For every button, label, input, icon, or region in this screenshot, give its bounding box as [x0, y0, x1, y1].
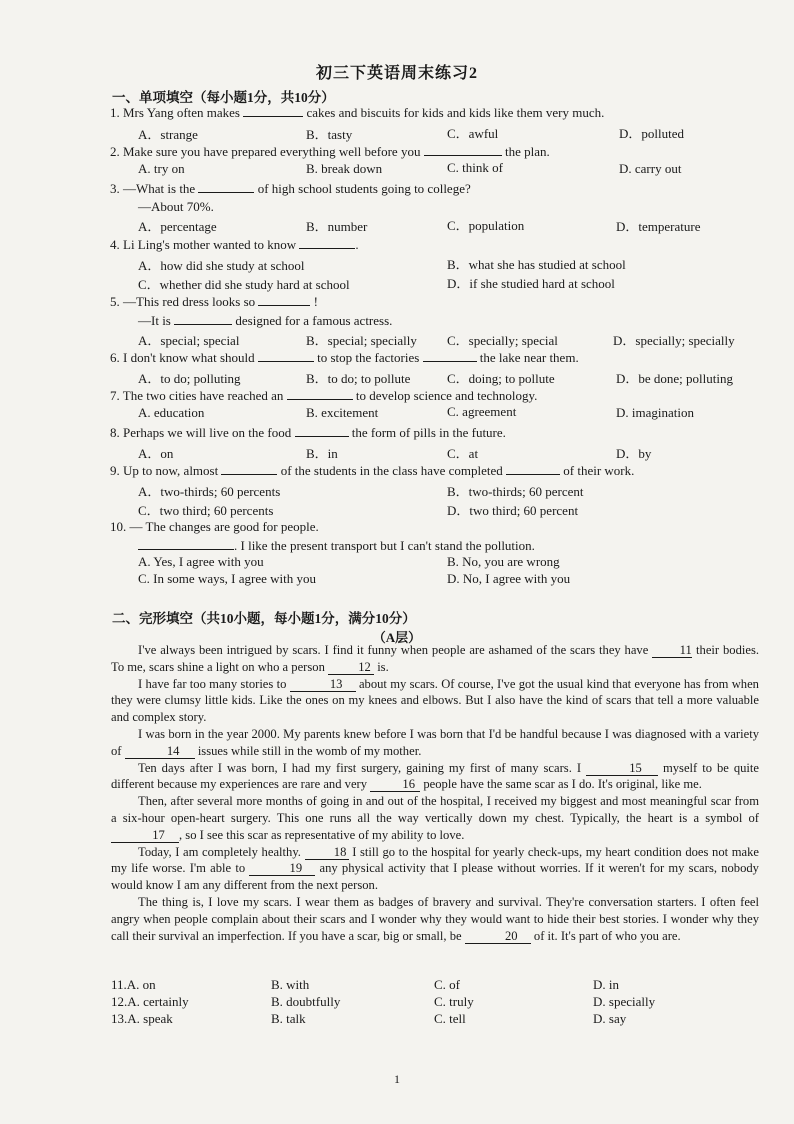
cloze-passage [111, 642, 759, 944]
question-text: Li Ling's mother wanted to know [123, 237, 297, 252]
question-text: —It is [138, 313, 171, 328]
option-d[interactable]: D．specially; specially [613, 333, 735, 348]
question-number: 7. [110, 388, 120, 403]
question-text: . I like the present transport but I can't stand the pollution. [234, 538, 535, 553]
cloze-q12-option-b[interactable]: B. doubtfully [271, 994, 341, 1009]
option-b[interactable]: B．tasty [306, 127, 353, 142]
question-number: 5. [110, 294, 120, 309]
question-text: of high school students going to college? [257, 181, 471, 196]
option-a[interactable]: A．on [138, 446, 174, 461]
cloze-blank-16[interactable]: 16 [370, 778, 420, 792]
option-d[interactable]: D．temperature [616, 219, 701, 234]
option-b[interactable]: B. break down [306, 161, 383, 176]
question-5-reply [138, 312, 392, 329]
answer-blank[interactable] [299, 236, 355, 249]
question-text: the plan. [504, 144, 550, 159]
cloze-blank-15[interactable]: 15 [586, 762, 658, 776]
question-9 [110, 462, 634, 479]
cloze-q11-option-d[interactable]: D. in [593, 977, 619, 992]
cloze-q12-option-d[interactable]: D. specially [593, 994, 656, 1009]
option-a[interactable]: A．two-thirds; 60 percents [138, 484, 281, 499]
option-a[interactable]: A．to do; polluting [138, 371, 241, 386]
question-number: 1. [110, 105, 120, 120]
option-c[interactable]: C．at [447, 446, 479, 461]
answer-blank[interactable] [221, 462, 277, 475]
question-number: 9. [110, 463, 120, 478]
cloze-blank-17[interactable]: 17 [111, 829, 179, 843]
answer-blank[interactable] [506, 462, 560, 475]
passage-paragraph: I've always been intrigued by scars. I find it funny when people are ashamed of the scars they have 11 their bodies. To me, scars shine a light on who a person 12 is. [111, 643, 759, 674]
option-a[interactable]: A. education [138, 405, 205, 420]
question-text: —What is the [123, 181, 196, 196]
question-6 [110, 349, 579, 366]
question-text: to develop science and technology. [355, 388, 538, 403]
question-number: 8. [110, 425, 120, 440]
page-number: 1 [394, 1072, 400, 1086]
question-text: — The changes are good for people. [129, 519, 319, 534]
question-text: designed for a famous actress. [235, 313, 393, 328]
answer-blank[interactable] [198, 180, 254, 193]
passage-paragraph: The thing is, I love my scars. I wear them as badges of bravery and survival. They're conversation starters. I often feel angry when people complain about their scars and I wonder why they would want to hide their best stories. I wonder why they call their survival an imperfection. If you have a scar, big or small, be 20 of it. It's part of who you are. [111, 894, 759, 943]
page-title: 初三下英语周末练习2 [315, 65, 478, 82]
question-text: Mrs Yang often makes [123, 105, 240, 120]
option-c[interactable]: C．specially; special [447, 333, 558, 348]
question-text: —This red dress looks so [123, 294, 256, 309]
answer-blank[interactable] [295, 424, 349, 437]
answer-blank[interactable] [174, 312, 232, 325]
question-1 [110, 104, 604, 121]
option-b[interactable]: B．two-thirds; 60 percent [447, 484, 584, 499]
cloze-q11-option-a[interactable]: 11.A. on [111, 977, 156, 992]
option-b[interactable]: B．what she has studied at school [447, 257, 626, 272]
option-d[interactable]: D. imagination [616, 405, 694, 420]
option-d[interactable]: D．if she studied hard at school [447, 276, 615, 291]
question-text: The two cities have reached an [122, 388, 284, 403]
cloze-q12-option-a[interactable]: 12.A. certainly [111, 994, 189, 1009]
section-2-heading: 二、完形填空（共10小题，每小题1分，满分10分） [112, 611, 416, 626]
cloze-q11-option-c[interactable]: C. of [434, 977, 460, 992]
question-number: 2. [110, 144, 120, 159]
question-text: Make sure you have prepared everything well before you [123, 144, 421, 159]
question-text: of the students in the class have completed [280, 463, 503, 478]
cloze-blank-20[interactable]: 20 [465, 930, 531, 944]
cloze-q13-option-a[interactable]: 13.A. speak [111, 1011, 173, 1026]
option-d[interactable]: D．be done; polluting [616, 371, 733, 386]
question-10 [110, 519, 319, 535]
option-d[interactable]: D．polluted [619, 126, 684, 141]
cloze-q12-option-c[interactable]: C. truly [434, 994, 474, 1009]
option-a[interactable]: A．special; special [138, 333, 240, 348]
answer-blank[interactable] [287, 387, 353, 400]
question-text: the form of pills in the future. [351, 425, 506, 440]
passage-paragraph: I have far too many stories to 13 about my scars. Of course, I've got the usual kind that everyone has from when they were clumsy little kids. Like the ones on my knees and elbows. But I also have the kind of scars that tell a more valuable and complex story. [111, 676, 759, 725]
answer-blank[interactable] [258, 293, 310, 306]
answer-blank[interactable] [424, 143, 502, 156]
question-3-reply: —About 70%. [138, 199, 214, 214]
option-b[interactable]: B. excitement [306, 405, 379, 420]
cloze-q13-option-b[interactable]: B. talk [271, 1011, 306, 1026]
option-a[interactable]: A．how did she study at school [138, 258, 305, 273]
option-a[interactable]: A. Yes, I agree with you [138, 554, 264, 569]
passage-paragraph: Ten days after I was born, I had my first surgery, gaining my first of many scars. I 15 myself to be quite different because my experiences are rare and very 16 people have the same scar as I do. It's original, like me. [111, 760, 760, 792]
question-text: of their work. [563, 463, 635, 478]
option-d[interactable]: D. No, I agree with you [447, 571, 571, 586]
option-c[interactable]: C．two third; 60 percents [138, 503, 274, 518]
option-c[interactable]: C. In some ways, I agree with you [138, 571, 316, 586]
passage-paragraph: Today, I am completely healthy. 18 I still go to the hospital for yearly check-ups, my heart condition does not make my life worse. I'm able to 19 any physical activity that I please without worries. If it weren't for my scars, nobody would know I am any different from the next person. [111, 844, 759, 893]
option-b[interactable]: B．special; specially [306, 333, 417, 348]
question-text: Up to now, almost [123, 463, 219, 478]
cloze-q11-option-b[interactable]: B. with [271, 977, 310, 992]
passage-paragraph: I was born in the year 2000. My parents knew before I was born that I'd be handful because I was diagnosed with a variety of 14 issues while still in the womb of my mother. [111, 726, 759, 758]
option-d[interactable]: D. carry out [619, 161, 682, 176]
question-number: 4. [110, 237, 120, 252]
answer-blank[interactable] [258, 349, 314, 362]
option-c[interactable]: C. think of [447, 160, 503, 175]
question-text: to stop the factories [317, 350, 420, 365]
option-a[interactable]: A. try on [138, 161, 185, 176]
option-b[interactable]: B．number [306, 219, 368, 234]
question-5 [110, 293, 318, 310]
option-c[interactable]: C．doing; to pollute [447, 371, 555, 386]
question-7 [110, 387, 537, 404]
option-c[interactable]: C. agreement [447, 404, 517, 419]
cloze-blank-18[interactable]: 18 [305, 846, 349, 860]
cloze-blank-14[interactable]: 14 [125, 745, 195, 759]
question-text: cakes and biscuits for kids and kids like them very much. [306, 105, 605, 120]
question-text: I don't know what should [123, 350, 255, 365]
cloze-blank-12[interactable]: 12 [328, 661, 374, 675]
passage-paragraph: Then, after several more months of going in and out of the hospital, I received my biggest and most meaningful scar from a six-hour open-heart surgery. This one runs all the way vertically down my chest. Typically, the heart is a symbol of 17 , so I see this scar as representative of my ability to love. [111, 794, 759, 842]
option-a[interactable]: A．percentage [138, 219, 217, 234]
question-text: the lake near them. [479, 350, 579, 365]
cloze-q13-option-d[interactable]: D. say [593, 1011, 627, 1026]
question-2 [110, 143, 550, 160]
answer-blank[interactable] [243, 104, 303, 117]
cloze-q13-option-c[interactable]: C. tell [434, 1011, 466, 1026]
option-c[interactable]: C．whether did she study hard at school [138, 277, 350, 292]
option-c[interactable]: C．population [447, 218, 525, 233]
question-8 [110, 424, 506, 441]
question-number: 3. [110, 181, 120, 196]
option-c[interactable]: C．awful [447, 126, 499, 141]
option-d[interactable]: D．two third; 60 percent [447, 503, 579, 518]
section-2-sublevel: （A层） [372, 630, 422, 645]
answer-blank[interactable] [423, 349, 477, 362]
question-4 [110, 236, 359, 253]
option-b[interactable]: B．in [306, 446, 338, 461]
question-number: 6. [110, 350, 120, 365]
question-3 [110, 180, 471, 197]
option-a[interactable]: A．strange [138, 127, 198, 142]
question-text: ! [313, 294, 319, 309]
cloze-blank-19[interactable]: 19 [249, 862, 315, 876]
answer-blank[interactable] [150, 537, 234, 550]
section-1-heading: 一、单项填空（每小题1分，共10分） [112, 90, 335, 105]
option-b[interactable]: B. No, you are wrong [447, 554, 560, 569]
option-d[interactable]: D．by [616, 446, 652, 461]
question-number: 10. [110, 519, 127, 534]
cloze-blank-13[interactable]: 13 [290, 678, 356, 692]
question-text: . [355, 237, 359, 252]
option-b[interactable]: B．to do; to pollute [306, 371, 411, 386]
question-10-reply [138, 537, 535, 554]
question-text: Perhaps we will live on the food [123, 425, 292, 440]
cloze-blank-11[interactable]: 11 [652, 644, 692, 658]
